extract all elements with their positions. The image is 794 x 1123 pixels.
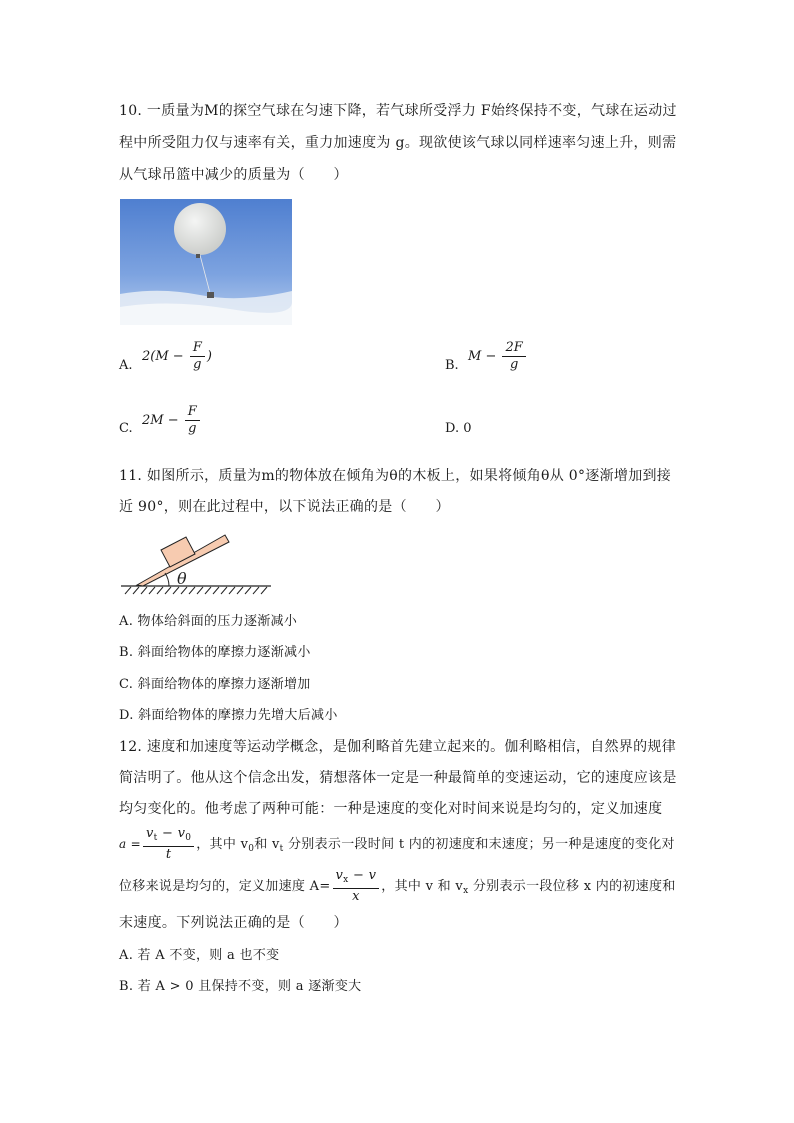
q12-a-text: ，其中 v bbox=[196, 837, 249, 852]
q11-line-1: 11. 如图所示，质量为m的物体放在倾角为θ的木板上，如果将倾角θ从 0°逐渐增加到接 bbox=[119, 468, 672, 484]
q11-line-2: 近 90°，则在此过程中，以下说法正确的是（ ） bbox=[119, 499, 450, 515]
q12-option-a: A. 若 A 不变，则 a 也不变 bbox=[119, 948, 280, 963]
q10-a-m: M bbox=[155, 349, 169, 364]
q12-a-text2: 和 v bbox=[254, 837, 280, 852]
q10-b-m: M bbox=[468, 349, 482, 364]
q10-a-pre: 2( bbox=[142, 349, 156, 364]
q10-line-1: 10. 一质量为M的探空气球在匀速下降，若气球所受浮力 F始终保持不变，气球在运动过 bbox=[119, 103, 677, 119]
q10-c-den: g bbox=[188, 421, 197, 436]
q12-line-1: 12. 速度和加速度等运动学概念，是伽利略首先建立起来的。伽利略相信，自然界的规律 bbox=[119, 739, 677, 755]
q12-a-text-subt: t bbox=[279, 844, 284, 854]
q10-option-d: D. 0 bbox=[445, 421, 472, 436]
q10-option-b-formula bbox=[468, 340, 528, 373]
q12-A-num-v: v bbox=[335, 868, 344, 883]
q12-A-num-sub: x bbox=[343, 875, 349, 885]
q12-a-text3: 分别表示一段时间 t 内的初速度和末速度；另一种是速度的变化对 bbox=[283, 837, 675, 852]
q10-b-num: 2F bbox=[502, 340, 525, 357]
q12-def-a-line bbox=[119, 826, 675, 863]
q10-a-den: g bbox=[193, 357, 202, 372]
q12-A-text2: ，其中 v 和 v bbox=[381, 879, 464, 894]
q10-c-num: F bbox=[185, 404, 200, 421]
q12-A-text3: 分别表示一段位移 x 内的初速度和 bbox=[468, 879, 676, 894]
q10-b-den: g bbox=[509, 357, 519, 372]
q10-option-b-label: B. bbox=[445, 358, 459, 373]
q12-a-num-mid: − v bbox=[157, 826, 186, 841]
q12-a-num-sub2: 0 bbox=[185, 833, 192, 843]
q12-line-3: 均匀变化的。他考虑了两种可能：一种是速度的变化对时间来说是均匀的，定义加速度 bbox=[119, 801, 663, 817]
q12-line-last: 末速度。下列说法正确的是（ ） bbox=[119, 915, 348, 931]
incline-diagram bbox=[119, 530, 274, 598]
q12-a-num-sub1: t bbox=[153, 833, 158, 843]
q10-option-c-formula bbox=[142, 404, 202, 437]
q10-c-minus: − bbox=[163, 413, 183, 428]
q10-a-minus: − bbox=[168, 349, 188, 364]
q12-a-eq: a = bbox=[119, 837, 141, 851]
q12-a-num-v: v bbox=[145, 826, 154, 841]
q10-c-pre: 2M bbox=[142, 413, 164, 428]
q11-option-d: D. 斜面给物体的摩擦力先增大后减小 bbox=[119, 708, 338, 723]
q12-a-den: t bbox=[165, 847, 172, 862]
q12-def-A-line bbox=[119, 868, 676, 905]
q10-a-num: F bbox=[190, 340, 205, 357]
q12-a-text-sub0: 0 bbox=[248, 844, 255, 854]
theta-label: θ bbox=[177, 569, 187, 588]
q10-a-post: ) bbox=[206, 349, 212, 364]
q12-A-text1: 位移来说是均匀的，定义加速度 A= bbox=[119, 879, 331, 894]
balloon-photo bbox=[120, 199, 292, 325]
q12-A-den: x bbox=[352, 889, 360, 904]
q10-option-c-label: C. bbox=[119, 421, 133, 436]
q11-option-a: A. 物体给斜面的压力逐渐减小 bbox=[119, 614, 298, 629]
q12-A-text-subx: x bbox=[463, 886, 469, 896]
q10-option-a-formula bbox=[142, 340, 212, 373]
q10-line-3: 从气球吊篮中减少的质量为（ ） bbox=[119, 167, 348, 183]
q11-option-b: B. 斜面给物体的摩擦力逐渐减小 bbox=[119, 645, 311, 660]
q11-option-c: C. 斜面给物体的摩擦力逐渐增加 bbox=[119, 677, 311, 692]
q12-line-2: 简洁明了。他从这个信念出发，猜想落体一定是一种最简单的变速运动，它的速度应该是 bbox=[119, 770, 677, 786]
q10-line-2: 程中所受阻力仅与速率有关，重力加速度为 g。现欲使该气球以同样速率匀速上升，则需 bbox=[119, 135, 677, 151]
q10-b-minus: − bbox=[481, 349, 501, 364]
q12-option-b: B. 若 A > 0 且保持不变，则 a 逐渐变大 bbox=[119, 979, 362, 994]
q12-A-num-mid: − v bbox=[348, 868, 377, 883]
q10-option-a-label: A. bbox=[119, 358, 133, 373]
